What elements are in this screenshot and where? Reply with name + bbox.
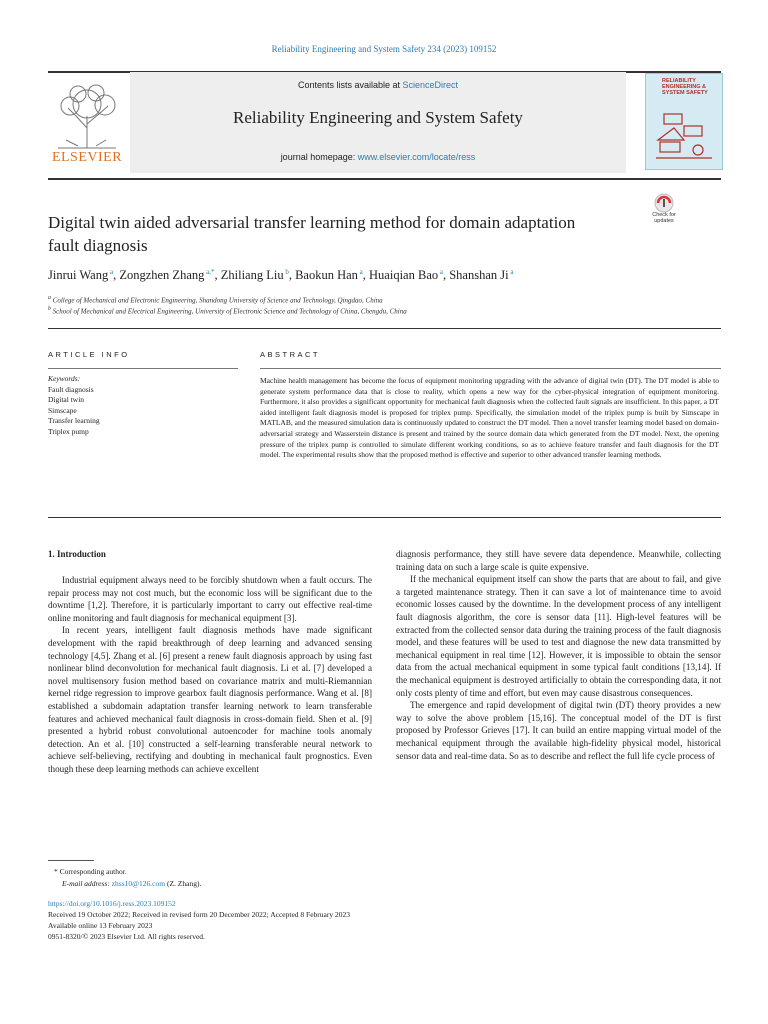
author-separator: , <box>214 268 221 283</box>
doi-link[interactable]: https://doi.org/10.1016/j.ress.2023.109152 <box>48 899 176 908</box>
sciencedirect-link[interactable]: ScienceDirect <box>402 80 459 90</box>
received-dates: Received 19 October 2022; Received in revised form 20 December 2022; Accepted 8 February 2023 <box>48 910 350 919</box>
author-affiliation-sup[interactable]: a <box>508 268 514 276</box>
author-name[interactable]: Jinrui Wang <box>48 268 109 283</box>
abstract-text: Machine health management has become the focus of equipment monitoring upgrading with the advance of digital twin (DT). The DT model is able to generate system performance data that is close to reality, which opens a new way for the cyber-physical integration of equipment monitoring. Furthermore, it also provides a significant opportunity for mechanical fault diagnosis when the collected fault signals are insufficient. In this paper, a DT aided intelligent fault diagnosis model is proposed for triplex pump. Specifically, the simulation model of the triplex pump is built by Simscape in MATLAB, and the measured simulation data is continuously updated to construct the DT model. Then a novel transfer learning model based on domain-adversarial strategy and Wasserstein distance is present and trained by the source domain data which generated from the DT model. Next, the opening pressure of the triplex pump is controlled to simulate different working conditions, so as to achieve feature transfer and fault diagnosis for the DT model. The experimental results show that the proposed method is effective and superior to other advanced transfer learning methods. <box>260 376 719 460</box>
divider <box>260 368 721 369</box>
paragraph: Industrial equipment always need to be forcibly shutdown when a fault occurs. The repair process may not cost much, but the economic loss will be significant due to the downtime [1,2]. Therefore, it is particularly important to carry out effective real-time online monitoring and fault diagnosis for mechanical equipment [3]. <box>48 575 372 623</box>
keywords-block <box>48 374 238 437</box>
article-title: Digital twin aided adversarial transfer learning method for domain adaptation fault diagnosis <box>48 213 576 255</box>
elsevier-logo-text: ELSEVIER <box>51 150 123 165</box>
check-updates-label: Check for updates <box>652 212 676 224</box>
journal-title: Reliability Engineering and System Safety <box>233 108 523 127</box>
keyword: Digital twin <box>48 395 85 404</box>
intro-left-column <box>48 574 372 776</box>
corresponding-author: * Corresponding author. <box>54 867 127 876</box>
contents-line <box>130 80 626 90</box>
publication-info <box>48 898 548 942</box>
divider <box>48 517 721 518</box>
author-separator: , <box>362 268 370 283</box>
keywords-label: Keywords: <box>48 374 81 383</box>
author-name[interactable]: Shanshan Ji <box>449 268 509 283</box>
author-name[interactable]: Zongzhen Zhang <box>119 268 205 283</box>
author-affiliation-sup[interactable]: a <box>357 268 363 276</box>
affiliation-text: College of Mechanical and Electronic Engineering, Shandong University of Science and Technology, Qingdao, China <box>52 296 383 305</box>
email-link[interactable]: zhss10@126.com <box>111 879 166 888</box>
article-info-heading: ARTICLE INFO <box>48 350 130 359</box>
copyright: 0951-8320/© 2023 Elsevier Ltd. All rights reserved. <box>48 932 205 941</box>
email-label: E-mail address: <box>62 879 112 888</box>
author-affiliation-sup[interactable]: a <box>108 268 114 276</box>
keyword: Fault diagnosis <box>48 384 94 394</box>
journal-citation[interactable]: Reliability Engineering and System Safety 234 (2023) 109152 <box>271 44 497 54</box>
abstract-heading: ABSTRACT <box>260 350 321 359</box>
paragraph: In recent years, intelligent fault diagnosis methods have made significant development with the rapid breakthrough of deep learning and advanced sensing technology [4,5]. Zhang et al. [6] present a renew fault diagnosis approach by using fast nonlinear blind deconvolution for mechanical fault diagnosis. Li et al. [7] developed a novel multisensory fusion method based on covariance matrix and multi-Riemannian kernel ridge regression to improve gearbox fault diagnosis performance. Wang et al. [8] established a subdomain adaptation transfer learning network to learn transferable features and achieved mechanical fault diagnosis in cross-domain field. Shen et al. [9] presented a hybrid robust convolutional autoencoder for machine tools anomaly detection. An et al. [10] constructed a self-learning transferable neural network to achieve self-believing, rectifying and doubting in mechanical fault prognostics. Even though these deep learning methods can achieve excellent <box>48 625 372 774</box>
header-bottom-rule <box>48 178 721 180</box>
email-suffix: (Z. Zhang). <box>165 879 202 888</box>
author-affiliation-sup[interactable]: a <box>438 268 443 276</box>
available-online: Available online 13 February 2023 <box>48 921 153 930</box>
author-name[interactable]: Zhiliang Liu <box>220 268 284 283</box>
paragraph: If the mechanical equipment itself can show the parts that are about to fail, and give a targeted maintenance strategy. Then it can save a lot of maintenance time to avoid economic losses caused by the downtime. In the development process of any intelligent fault diagnosis algorithm, the core is sensor data [11]. High-level features will be extracted from the collected sensor data during the training process of the fault diagnosis model, and these features will be used to test and diagnose the new data transmitted by mechanical equipment in real time [12]. However, it is impossible to obtain the sensor data from the actual mechanical equipment in some typical fault conditions [13,14]. If the mechanical equipment is destroyed artificially to obtain the corresponding data, it not only costs plenty of time and effort, but even may cause disastrous consequences. <box>396 574 721 698</box>
author-list <box>48 268 728 283</box>
keyword: Simscape <box>48 405 77 415</box>
paragraph: The emergence and rapid development of digital twin (DT) theory provides a new way to solve the above problem [15,16]. The conceptual model of the DT is first proposed by Professor Grieves [17]. It can build an entire mapping virtual model of the mechanical equipment through the available high-fidelity physical model, historical sensor data and real-time data. So as to describe and reflect the full life cycle process of <box>396 700 721 761</box>
affiliation-a <box>48 295 728 304</box>
author-name[interactable]: Huaiqian Bao <box>369 268 439 283</box>
homepage-prefix: journal homepage: <box>280 152 358 162</box>
divider <box>48 368 238 369</box>
homepage-line <box>130 152 626 162</box>
intro-right-column <box>396 548 721 762</box>
author-separator: , <box>113 268 120 283</box>
journal-cover-image <box>645 73 723 170</box>
affiliation-text: School of Mechanical and Electrical Engineering, University of Electronic Science and Technology of China, Chengdu, China <box>52 307 407 316</box>
homepage-link[interactable]: www.elsevier.com/locate/ress <box>357 152 476 162</box>
affiliation-b <box>48 306 728 315</box>
footnotes <box>48 866 448 890</box>
keyword: Triplex pump <box>48 426 89 436</box>
check-updates-icon <box>646 193 682 213</box>
author-separator: , <box>442 268 450 283</box>
author-affiliation-sup[interactable]: b <box>283 268 289 276</box>
divider <box>48 328 721 329</box>
author-name[interactable]: Baokun Han <box>295 268 358 283</box>
section-heading: 1. Introduction <box>48 549 106 559</box>
contents-prefix: Contents lists available at <box>297 80 403 90</box>
author-separator: , <box>288 268 296 283</box>
keyword: Transfer learning <box>48 416 100 425</box>
footnote-rule <box>48 860 94 861</box>
affiliation-sup: b <box>48 306 51 312</box>
affiliation-sup: a <box>48 295 51 301</box>
paragraph: diagnosis performance, they still have severe data dependence. Meanwhile, collecting training data on such a large scale is quite expensive. <box>396 549 721 572</box>
author-affiliation-sup[interactable]: a,* <box>204 268 215 276</box>
cover-title: RELIABILITY ENGINEERING & SYSTEM SAFETY <box>662 78 708 96</box>
